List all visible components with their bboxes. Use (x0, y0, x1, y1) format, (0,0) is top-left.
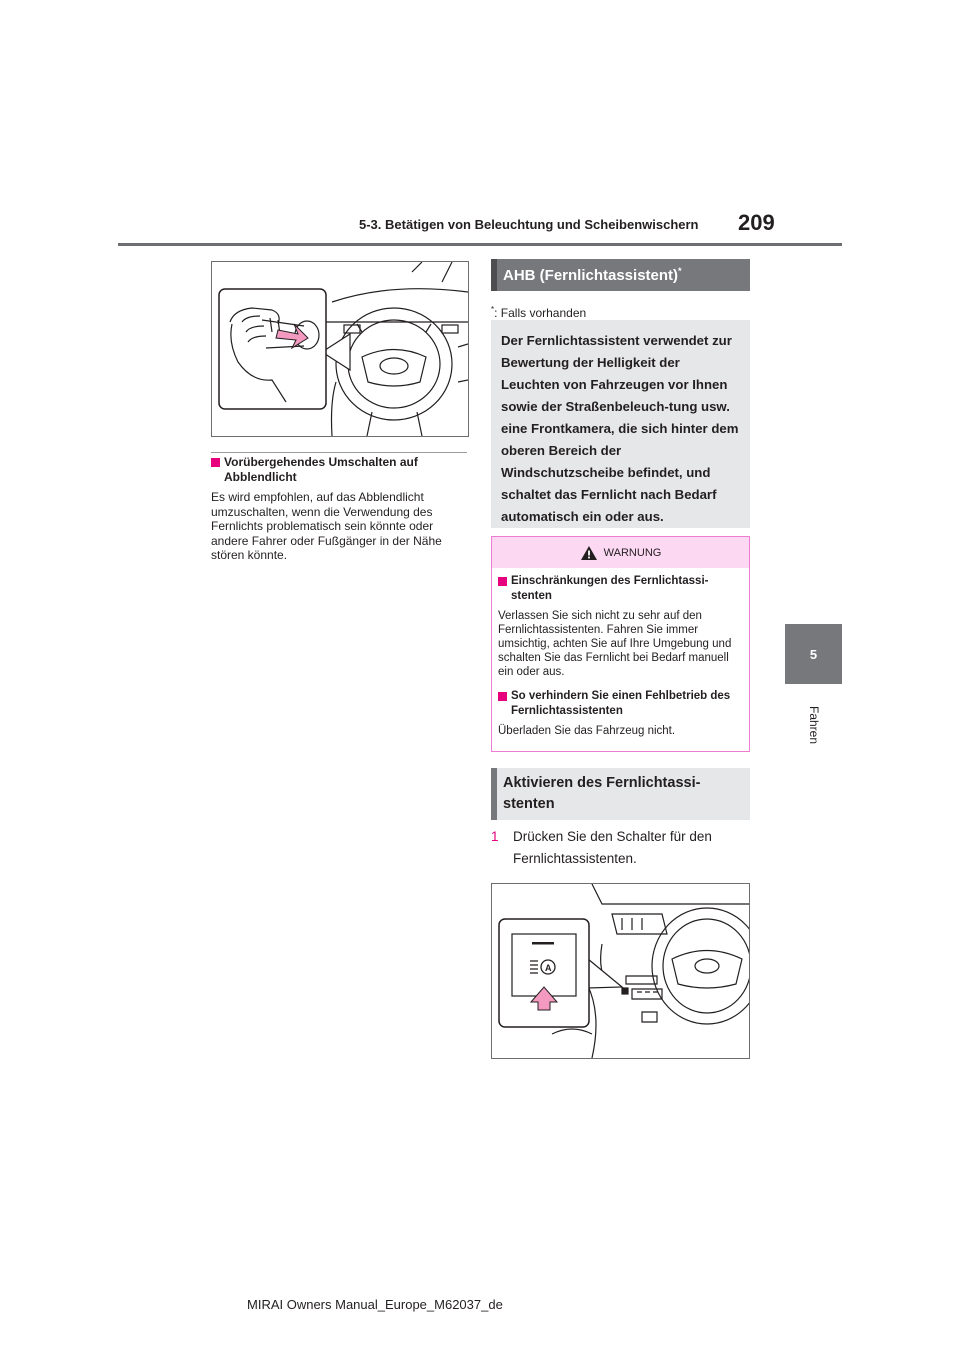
warning-title: WARNUNG (603, 546, 662, 559)
page-number: 209 (738, 210, 775, 235)
chapter-label (785, 690, 842, 760)
warning-item-heading-text: Einschränkungen des Fernlichtassi-stenten (511, 575, 709, 602)
figure-lever-pull (211, 261, 469, 437)
footer-manual-id: MIRAI Owners Manual_Europe_M62037_de (247, 1297, 503, 1312)
step-1 (491, 826, 750, 870)
chapter-tab (785, 624, 842, 684)
chapter-label-text: Fahren (806, 705, 821, 745)
header-rule (118, 243, 842, 246)
bullet-square-icon (498, 692, 507, 701)
section-header-title: 5-3. Betätigen von Beleuchtung und Scheibenwischern (359, 217, 699, 232)
footnote (491, 305, 586, 320)
section-title-ahb (491, 259, 750, 291)
warning-header (492, 537, 749, 568)
low-beam-description: Es wird empfohlen, auf das Abblendlicht umzuschalten, wenn die Verwendung des Fernlichts problematisch sein könnte oder andere Fahrer oder Fußgänger in der Nähe stören könnte. (211, 490, 442, 562)
svg-text:A: A (545, 963, 552, 973)
sub-heading-rule (211, 452, 467, 453)
figure-ahb-switch (491, 883, 750, 1059)
footnote-mark: * (491, 305, 495, 314)
ahb-description-box (491, 320, 750, 528)
warning-item-heading (498, 689, 743, 719)
warning-item-heading-text: So verhindern Sie einen Fehlbetrieb des Fernlichtassistenten (511, 690, 731, 717)
section2-title-text: Aktivieren des Fernlichtassi-stenten (503, 775, 701, 812)
section-title-text: AHB (Fernlichtassistent) (503, 267, 679, 284)
warning-triangle-icon (580, 545, 598, 561)
warning-item-heading (498, 574, 743, 604)
step-number: 1 (491, 829, 499, 844)
warning-item-body: Verlassen Sie sich nicht zu sehr auf den Fernlichtassistenten. Fahren Sie immer umsichtig, achten Sie auf Ihre Umgebung und schalten Sie das Fernlicht bei Bedarf manuell ein oder aus. (498, 610, 732, 678)
footnote-text: : Falls vorhanden (494, 306, 587, 320)
sub-heading-text: Vorübergehendes Umschalten auf Abblendlicht (224, 455, 418, 484)
ahb-description: Der Fernlichtassistent verwendet zur Bewertung der Helligkeit der Leuchten von Fahrzeugen vor Ihnen sowie der Straßenbeleuch-tung usw. eine Frontkamera, die sich hinter dem oberen Bereich der Windschutzscheibe befindet, und schaltet das Fernlicht nach Bedarf automatisch ein oder aus. (501, 333, 739, 524)
section-title-mark: * (678, 266, 682, 276)
bullet-square-icon (211, 458, 220, 467)
warning-item-body: Überladen Sie das Fahrzeug nicht. (498, 725, 676, 737)
chapter-number: 5 (809, 646, 818, 662)
lever-illustration (212, 262, 468, 436)
warning-box (491, 536, 750, 752)
step-text: Drücken Sie den Schalter für den Fernlichtassistenten. (513, 829, 712, 866)
ahb-switch-illustration (492, 884, 749, 1058)
section-title-activate (491, 768, 750, 820)
sub-heading-low-beam (211, 455, 467, 485)
bullet-square-icon (498, 577, 507, 586)
